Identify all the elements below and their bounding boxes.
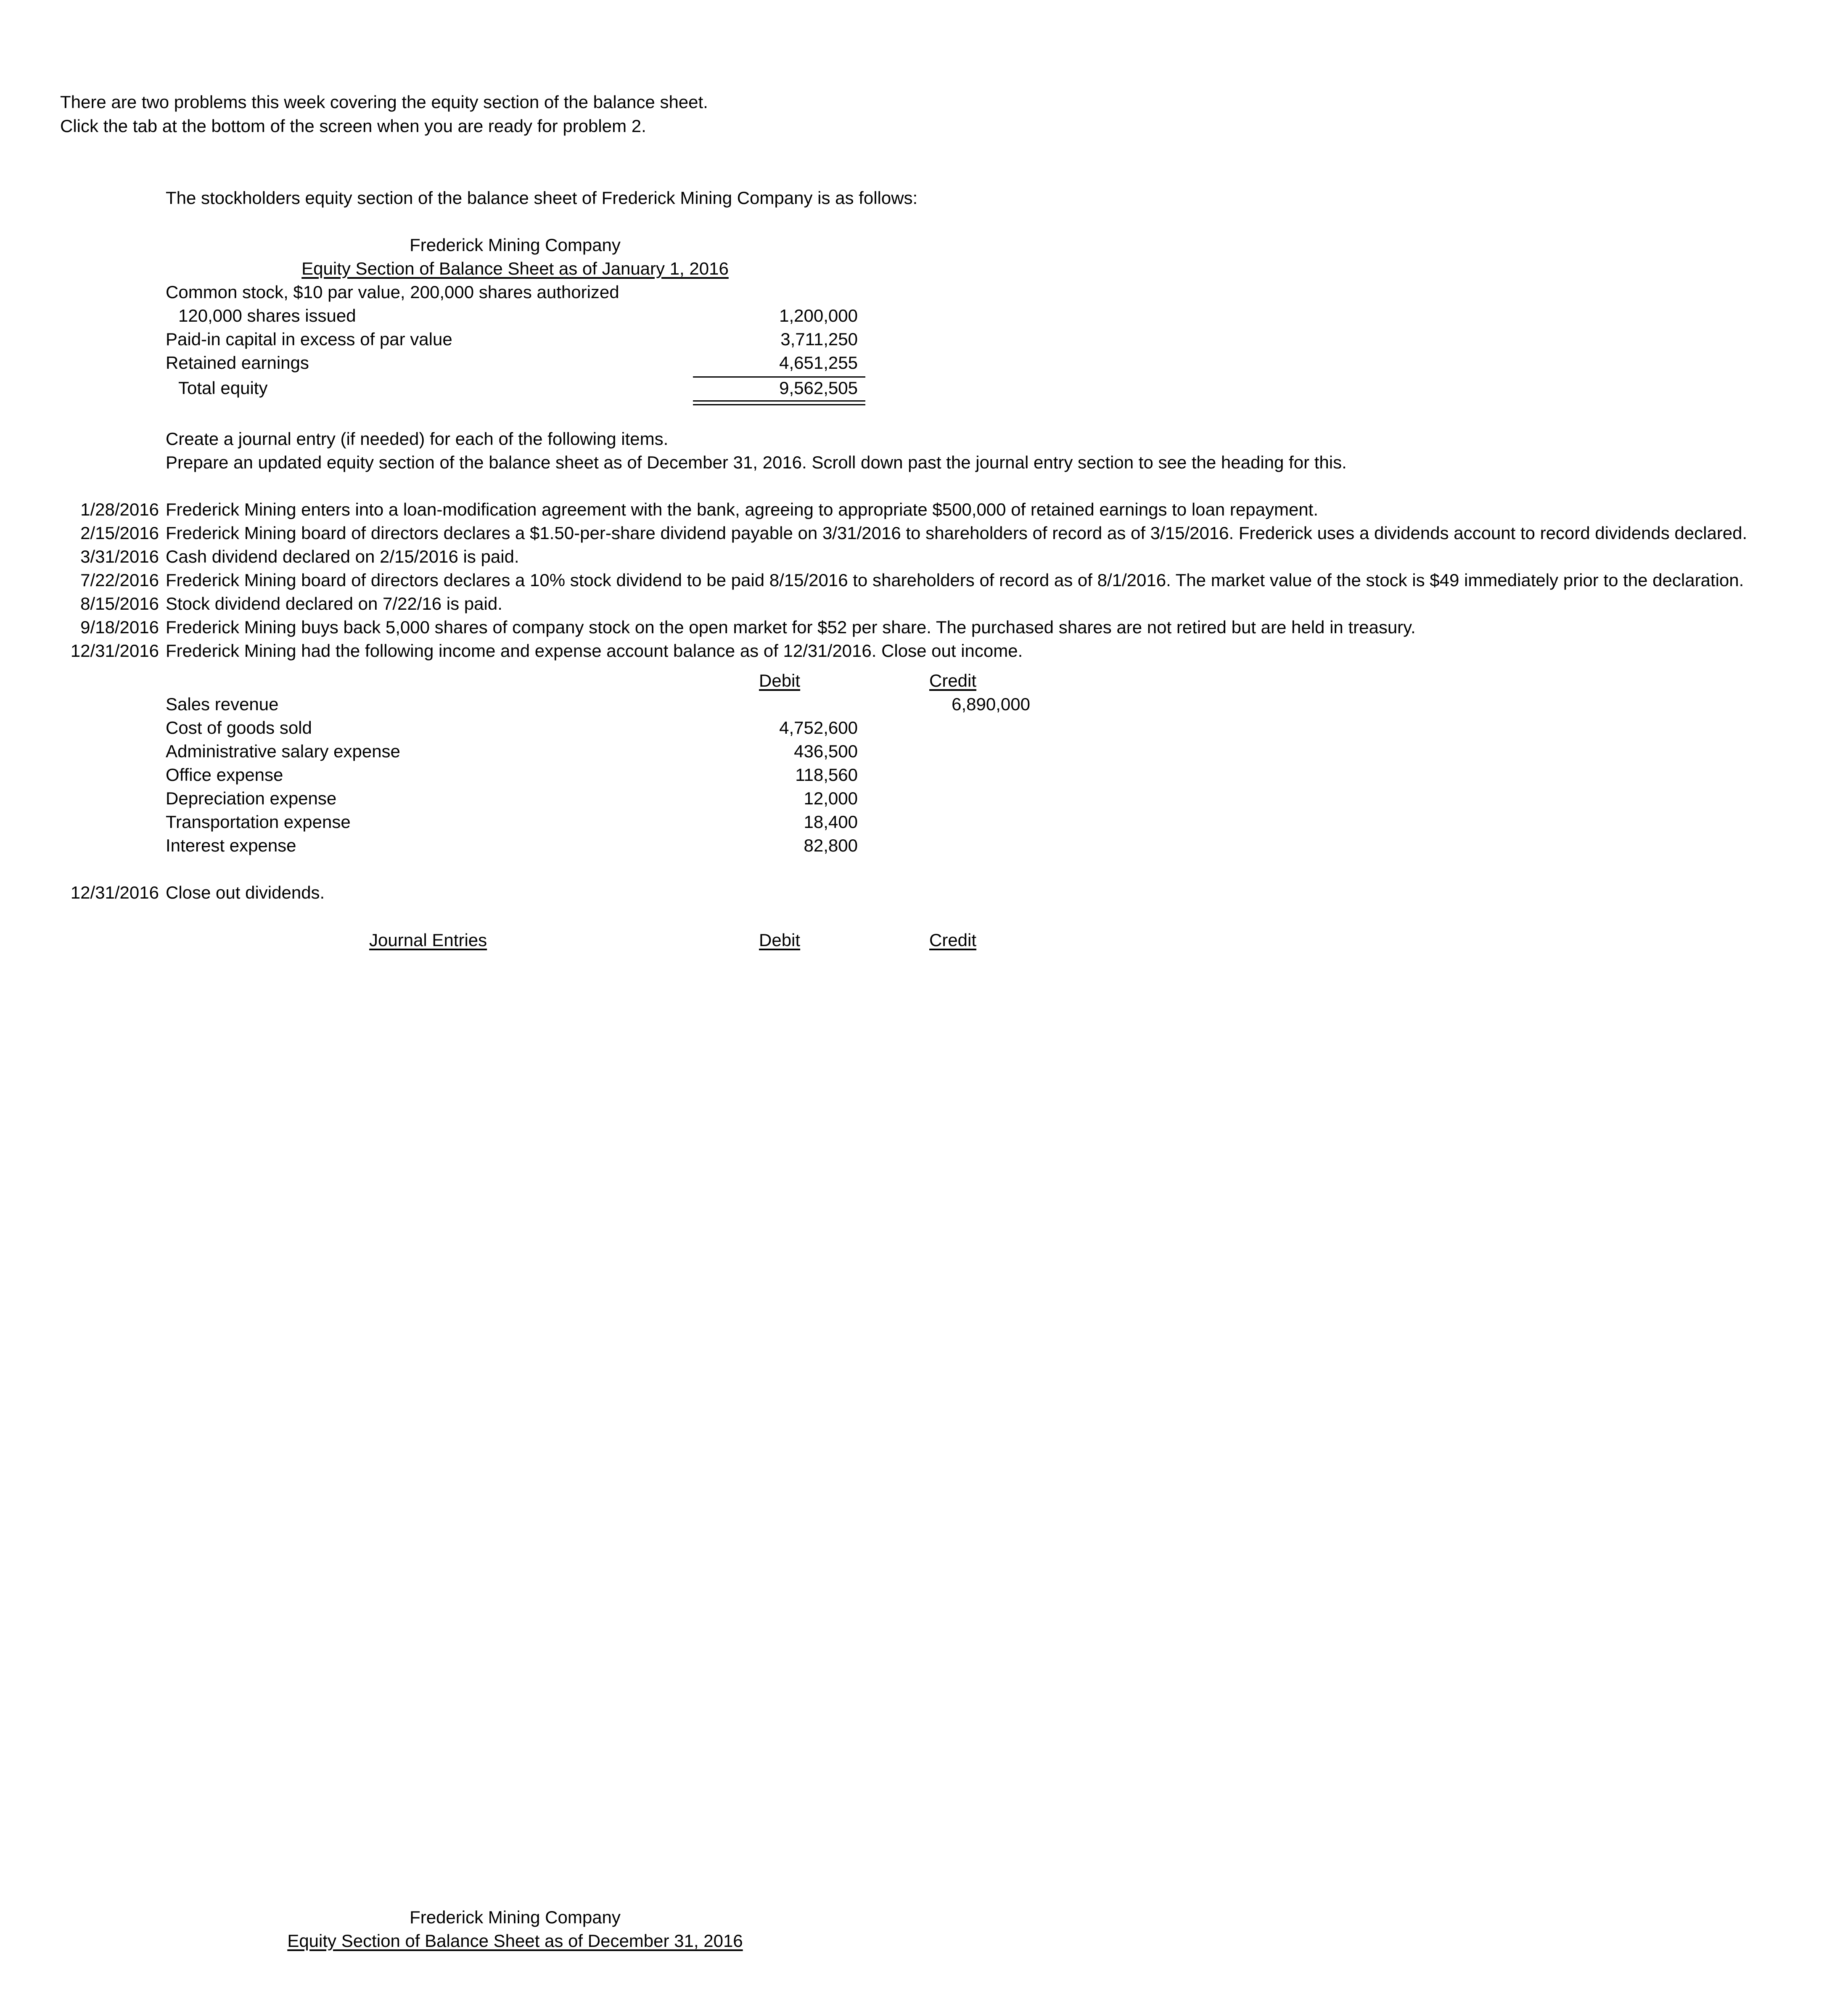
opening-company-name: Frederick Mining Company bbox=[410, 235, 621, 255]
event-date: 9/18/2016 bbox=[80, 617, 159, 637]
event-date: 1/28/2016 bbox=[80, 500, 159, 519]
opening-row-label: Common stock, $10 par value, 200,000 shares authorized bbox=[166, 282, 619, 302]
closing-sheet-title: Equity Section of Balance Sheet as of December 31, 2016 bbox=[287, 1931, 743, 1951]
journal-entries-title: Journal Entries bbox=[369, 930, 487, 950]
balance-row-label: Sales revenue bbox=[166, 694, 279, 714]
opening-row-label: Paid-in capital in excess of par value bbox=[166, 329, 452, 349]
event-date: 7/22/2016 bbox=[80, 570, 159, 590]
event-text: Close out dividends. bbox=[166, 883, 325, 902]
closing-company-name: Frederick Mining Company bbox=[410, 1907, 621, 1927]
event-text: Cash dividend declared on 2/15/2016 is paid. bbox=[166, 547, 519, 566]
intro-line-2: Click the tab at the bottom of the screen when you are ready for problem 2. bbox=[60, 116, 646, 136]
balances-credit-header: Credit bbox=[929, 671, 977, 690]
event-text: Frederick Mining board of directors declares a $1.50-per-share dividend payable on 3/31/2016 to shareholders of record as of 3/15/2016. Frederick uses a dividends account to record dividends declared. bbox=[166, 523, 1748, 543]
balance-row-label: Cost of goods sold bbox=[166, 718, 312, 738]
balance-row-debit: 4,752,600 bbox=[779, 718, 858, 738]
balance-row-label: Administrative salary expense bbox=[166, 741, 400, 761]
opening-row-value: 1,200,000 bbox=[779, 306, 858, 325]
opening-total-value: 9,562,505 bbox=[779, 378, 858, 398]
event-date: 2/15/2016 bbox=[80, 523, 159, 543]
opening-row-value: 3,711,250 bbox=[780, 329, 858, 349]
event-date: 12/31/2016 bbox=[70, 641, 159, 661]
instruction-line-2: Prepare an updated equity section of the balance sheet as of December 31, 2016. Scroll down past the journal entry section to see the heading for this. bbox=[166, 452, 1347, 472]
event-text: Stock dividend declared on 7/22/16 is paid. bbox=[166, 594, 502, 613]
total-double-rule-bottom bbox=[693, 404, 865, 405]
balance-row-debit: 82,800 bbox=[804, 836, 858, 855]
event-date: 12/31/2016 bbox=[70, 883, 159, 902]
event-text: Frederick Mining buys back 5,000 shares of company stock on the open market for $52 per share. The purchased shares are not retired but are held in treasury. bbox=[166, 617, 1416, 637]
balance-row-label: Transportation expense bbox=[166, 812, 351, 832]
balance-row-credit: 6,890,000 bbox=[952, 694, 1030, 714]
balance-row-debit: 12,000 bbox=[804, 788, 858, 808]
journal-debit-header: Debit bbox=[759, 930, 801, 950]
total-double-rule-top bbox=[693, 400, 865, 402]
balance-row-label: Depreciation expense bbox=[166, 788, 337, 808]
equity-intro: The stockholders equity section of the balance sheet of Frederick Mining Company is as follows: bbox=[166, 188, 918, 208]
balance-row-debit: 436,500 bbox=[794, 741, 858, 761]
opening-row-label: 120,000 shares issued bbox=[178, 306, 356, 325]
balance-row-label: Office expense bbox=[166, 765, 283, 785]
opening-row-label: Retained earnings bbox=[166, 353, 309, 373]
event-text: Frederick Mining had the following income and expense account balance as of 12/31/2016. Close out income. bbox=[166, 641, 1023, 661]
balance-row-label: Interest expense bbox=[166, 836, 296, 855]
event-text: Frederick Mining enters into a loan-modification agreement with the bank, agreeing to appropriate $500,000 of retained earnings to loan repayment. bbox=[166, 500, 1318, 519]
opening-total-label: Total equity bbox=[178, 378, 268, 398]
event-date: 3/31/2016 bbox=[80, 547, 159, 566]
balance-row-debit: 18,400 bbox=[804, 812, 858, 832]
event-date: 8/15/2016 bbox=[80, 594, 159, 613]
journal-credit-header: Credit bbox=[929, 930, 977, 950]
event-text: Frederick Mining board of directors declares a 10% stock dividend to be paid 8/15/2016 to shareholders of record as of 8/1/2016. The market value of the stock is $49 immediately prior to the declaration. bbox=[166, 570, 1744, 590]
intro-line-1: There are two problems this week covering the equity section of the balance sheet. bbox=[60, 92, 708, 112]
opening-sheet-title: Equity Section of Balance Sheet as of January 1, 2016 bbox=[301, 259, 729, 278]
balances-debit-header: Debit bbox=[759, 671, 801, 690]
opening-row-value: 4,651,255 bbox=[779, 353, 858, 373]
balance-row-debit: 118,560 bbox=[795, 765, 858, 785]
instruction-line-1: Create a journal entry (if needed) for each of the following items. bbox=[166, 429, 669, 449]
